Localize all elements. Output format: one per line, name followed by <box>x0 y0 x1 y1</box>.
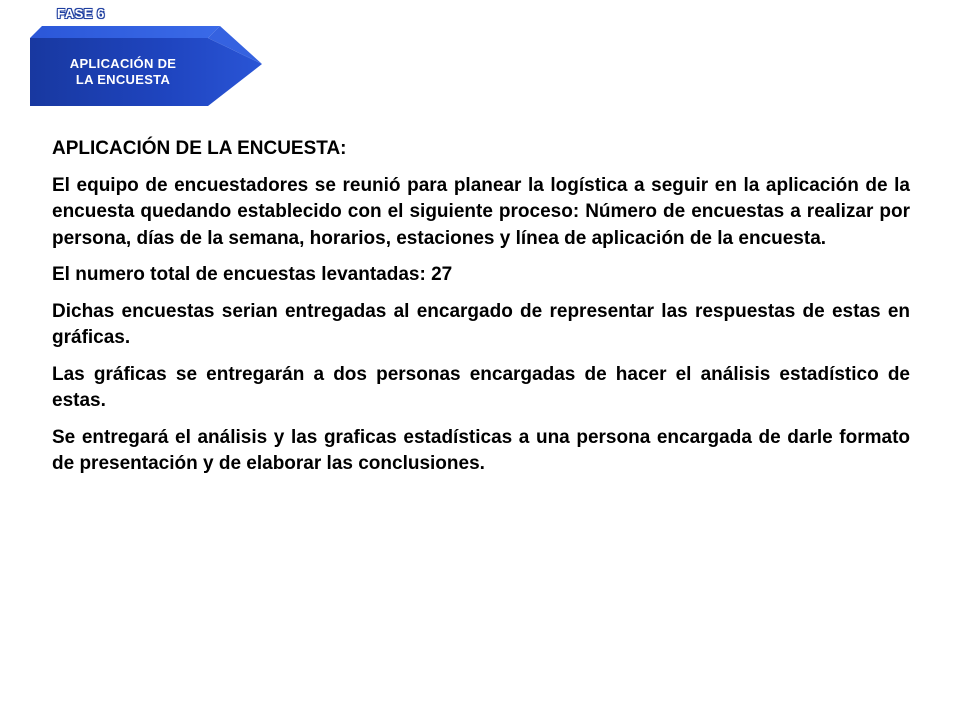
arrow-title-line2: LA ENCUESTA <box>75 72 171 87</box>
arrow-title <box>48 56 198 88</box>
main-content <box>52 136 910 488</box>
paragraph-delivery: Dichas encuestas serian entregadas al encargado de representar las respuestas de estas en gráficas. <box>52 300 910 348</box>
phase-arrow-shape <box>22 26 262 106</box>
paragraph-analysis: Las gráficas se entregarán a dos personas encargadas de hacer el análisis estadístico de estas. <box>52 363 910 411</box>
arrow-title-line1: APLICACIÓN DE <box>69 56 177 71</box>
paragraph-logistics: El equipo de encuestadores se reunió para planear la logística a seguir en la aplicación de la encuesta quedando establecido con el siguiente proceso: Número de encuestas a realizar por persona, días de la semana, horarios, estaciones y línea de aplicación de la encuesta. <box>52 174 910 249</box>
paragraph-total: El numero total de encuestas levantadas: 27 <box>52 264 453 285</box>
paragraph-conclusions: Se entregará el análisis y las graficas estadísticas a una persona encargada de darle formato de presentación y de elaborar las conclusiones. <box>52 426 910 474</box>
phase-label: FASE 6 <box>57 6 105 21</box>
section-heading: APLICACIÓN DE LA ENCUESTA: <box>52 138 347 159</box>
